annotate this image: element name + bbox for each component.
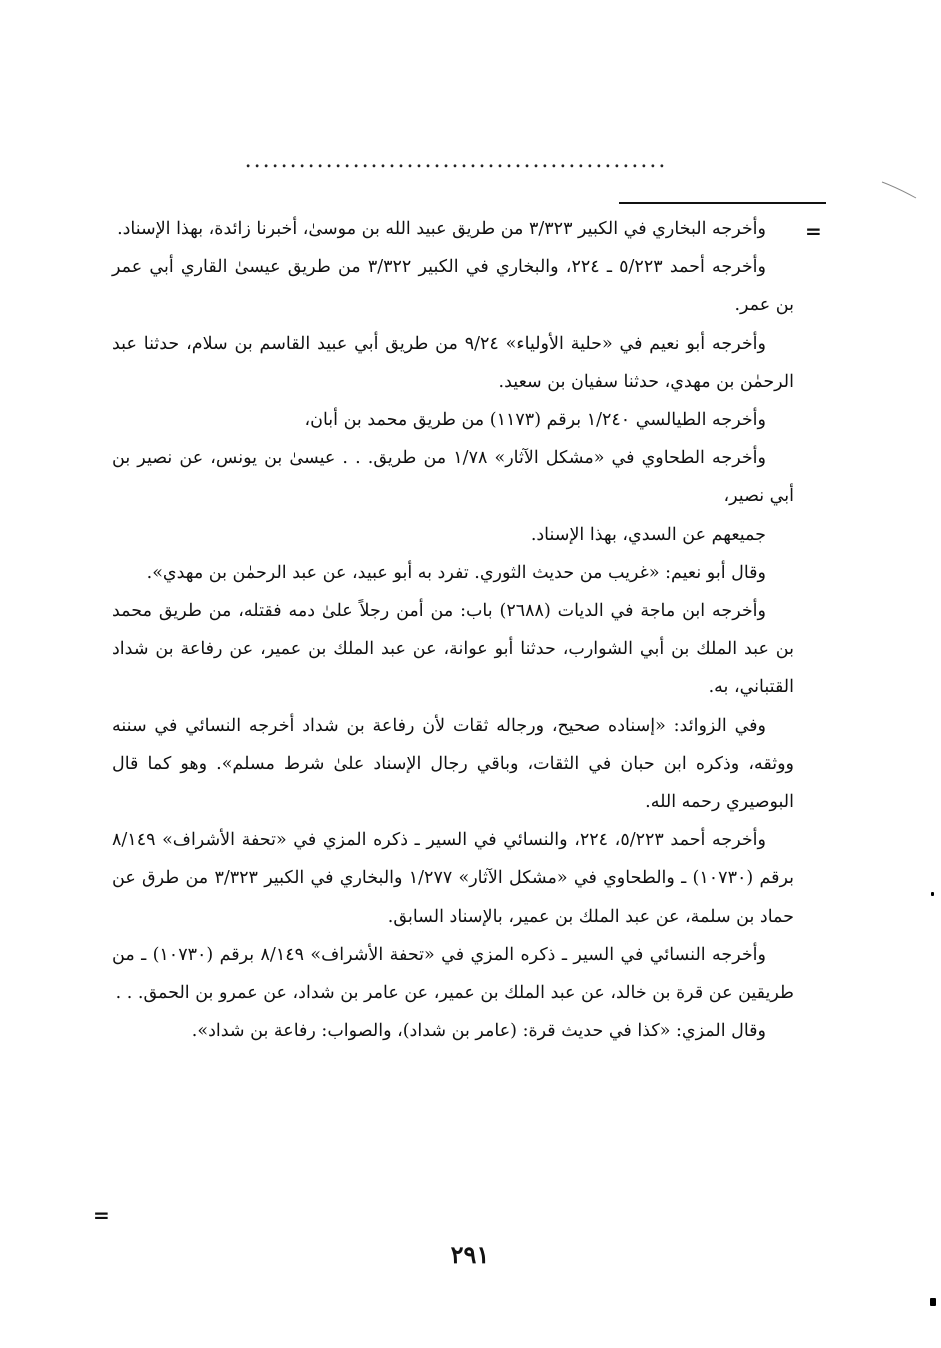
scan-scratch-mark xyxy=(880,180,920,200)
paragraph: وأخرجه الطحاوي في «مشكل الآثار» ١/٧٨ من طريق. . . عيسىٰ بن يونس، عن نصير بن أبي نصير، xyxy=(112,448,794,507)
paragraph: وفي الزوائد: «إسناده صحيح، ورجاله ثقات لأن رفاعة بن شداد أخرجه النسائي في سننه ووثقه، وذكره ابن حبان في الثقات، وباقي رجال الإسناد علىٰ شرط مسلم». وهو كما قال البوصيري رحمه الله. xyxy=(112,715,794,813)
continuation-mark: = xyxy=(805,219,822,243)
paragraph: وأخرجه الطيالسي ١/٢٤٠ برقم (١١٧٣) من طريق محمد بن أبان، xyxy=(304,410,766,431)
paragraph: وأخرجه أبو نعيم في «حلية الأولياء» ٩/٢٤ من طريق أبي عبيد القاسم بن سلام، حدثنا عبد الرحمٰن بن مهدي، حدثنا سفيان بن سعيد. xyxy=(112,333,794,392)
scan-speck xyxy=(930,1298,936,1306)
paragraph: وأخرجه البخاري في الكبير ٣/٣٢٣ من طريق عبيد الله بن موسىٰ، أخبرنا زائدة، بهذا الإسناد. xyxy=(117,219,766,239)
paragraph: وقال المزي: «كذا في حديث قرة: (عامر بن شداد)، والصواب: رفاعة بن شداد». xyxy=(191,1021,766,1042)
page-number: ٢٩١ xyxy=(450,1240,490,1269)
scan-speck xyxy=(931,892,934,896)
paragraph: وأخرجه أحمد ٥/٢٢٣، ٢٢٤، والنسائي في السير ـ ذكره المزي في «تحفة الأشراف» ٨/١٤٩ برقم (١٠٧٣٠) ـ والطحاوي في «مشكل الآثار» ١/٢٧٧ والبخاري في الكبير ٣/٣٢٣ من طرق عن حماد بن سلمة، عن عبد الملك بن عمير، بالإسناد السابق. xyxy=(112,830,795,927)
paragraph: وأخرجه النسائي في السير ـ ذكره المزي في «تحفة الأشراف» ٨/١٤٩ برقم (١٠٧٣٠) ـ من طريقين عن قرة بن خالد، عن عبد الملك بن عمير، عن عامر بن شداد، عن عمرو بن الحمق. . . xyxy=(112,944,794,1004)
paragraph: وأخرجه ابن ماجة في الديات (٢٦٨٨) باب: من أمن رجلاً علىٰ دمه فقتله، من طريق محمد بن عبد الملك بن أبي الشوارب، حدثنا أبو عوانة، عن عبد الملك بن عمير، عن رفاعة بن شداد القتباني، به. xyxy=(112,601,794,698)
paragraph: جميعهم عن السدي، بهذا الإسناد. xyxy=(530,524,766,545)
footnote-body xyxy=(112,210,794,1050)
end-continuation-mark: = xyxy=(93,1203,110,1227)
footnote-rule xyxy=(619,202,826,204)
paragraph: وأخرجه أحمد ٥/٢٢٣ ـ ٢٢٤، والبخاري في الكبير ٣/٣٢٢ من طريق عيسىٰ القاري أبي عمر بن عمر. xyxy=(112,257,794,316)
paragraph: وقال أبو نعيم: «غريب من حديث الثوري. تفرد به أبو عبيد، عن عبد الرحمٰن بن مهدي». xyxy=(146,562,766,583)
dotted-separator: ............................................... xyxy=(244,150,668,172)
